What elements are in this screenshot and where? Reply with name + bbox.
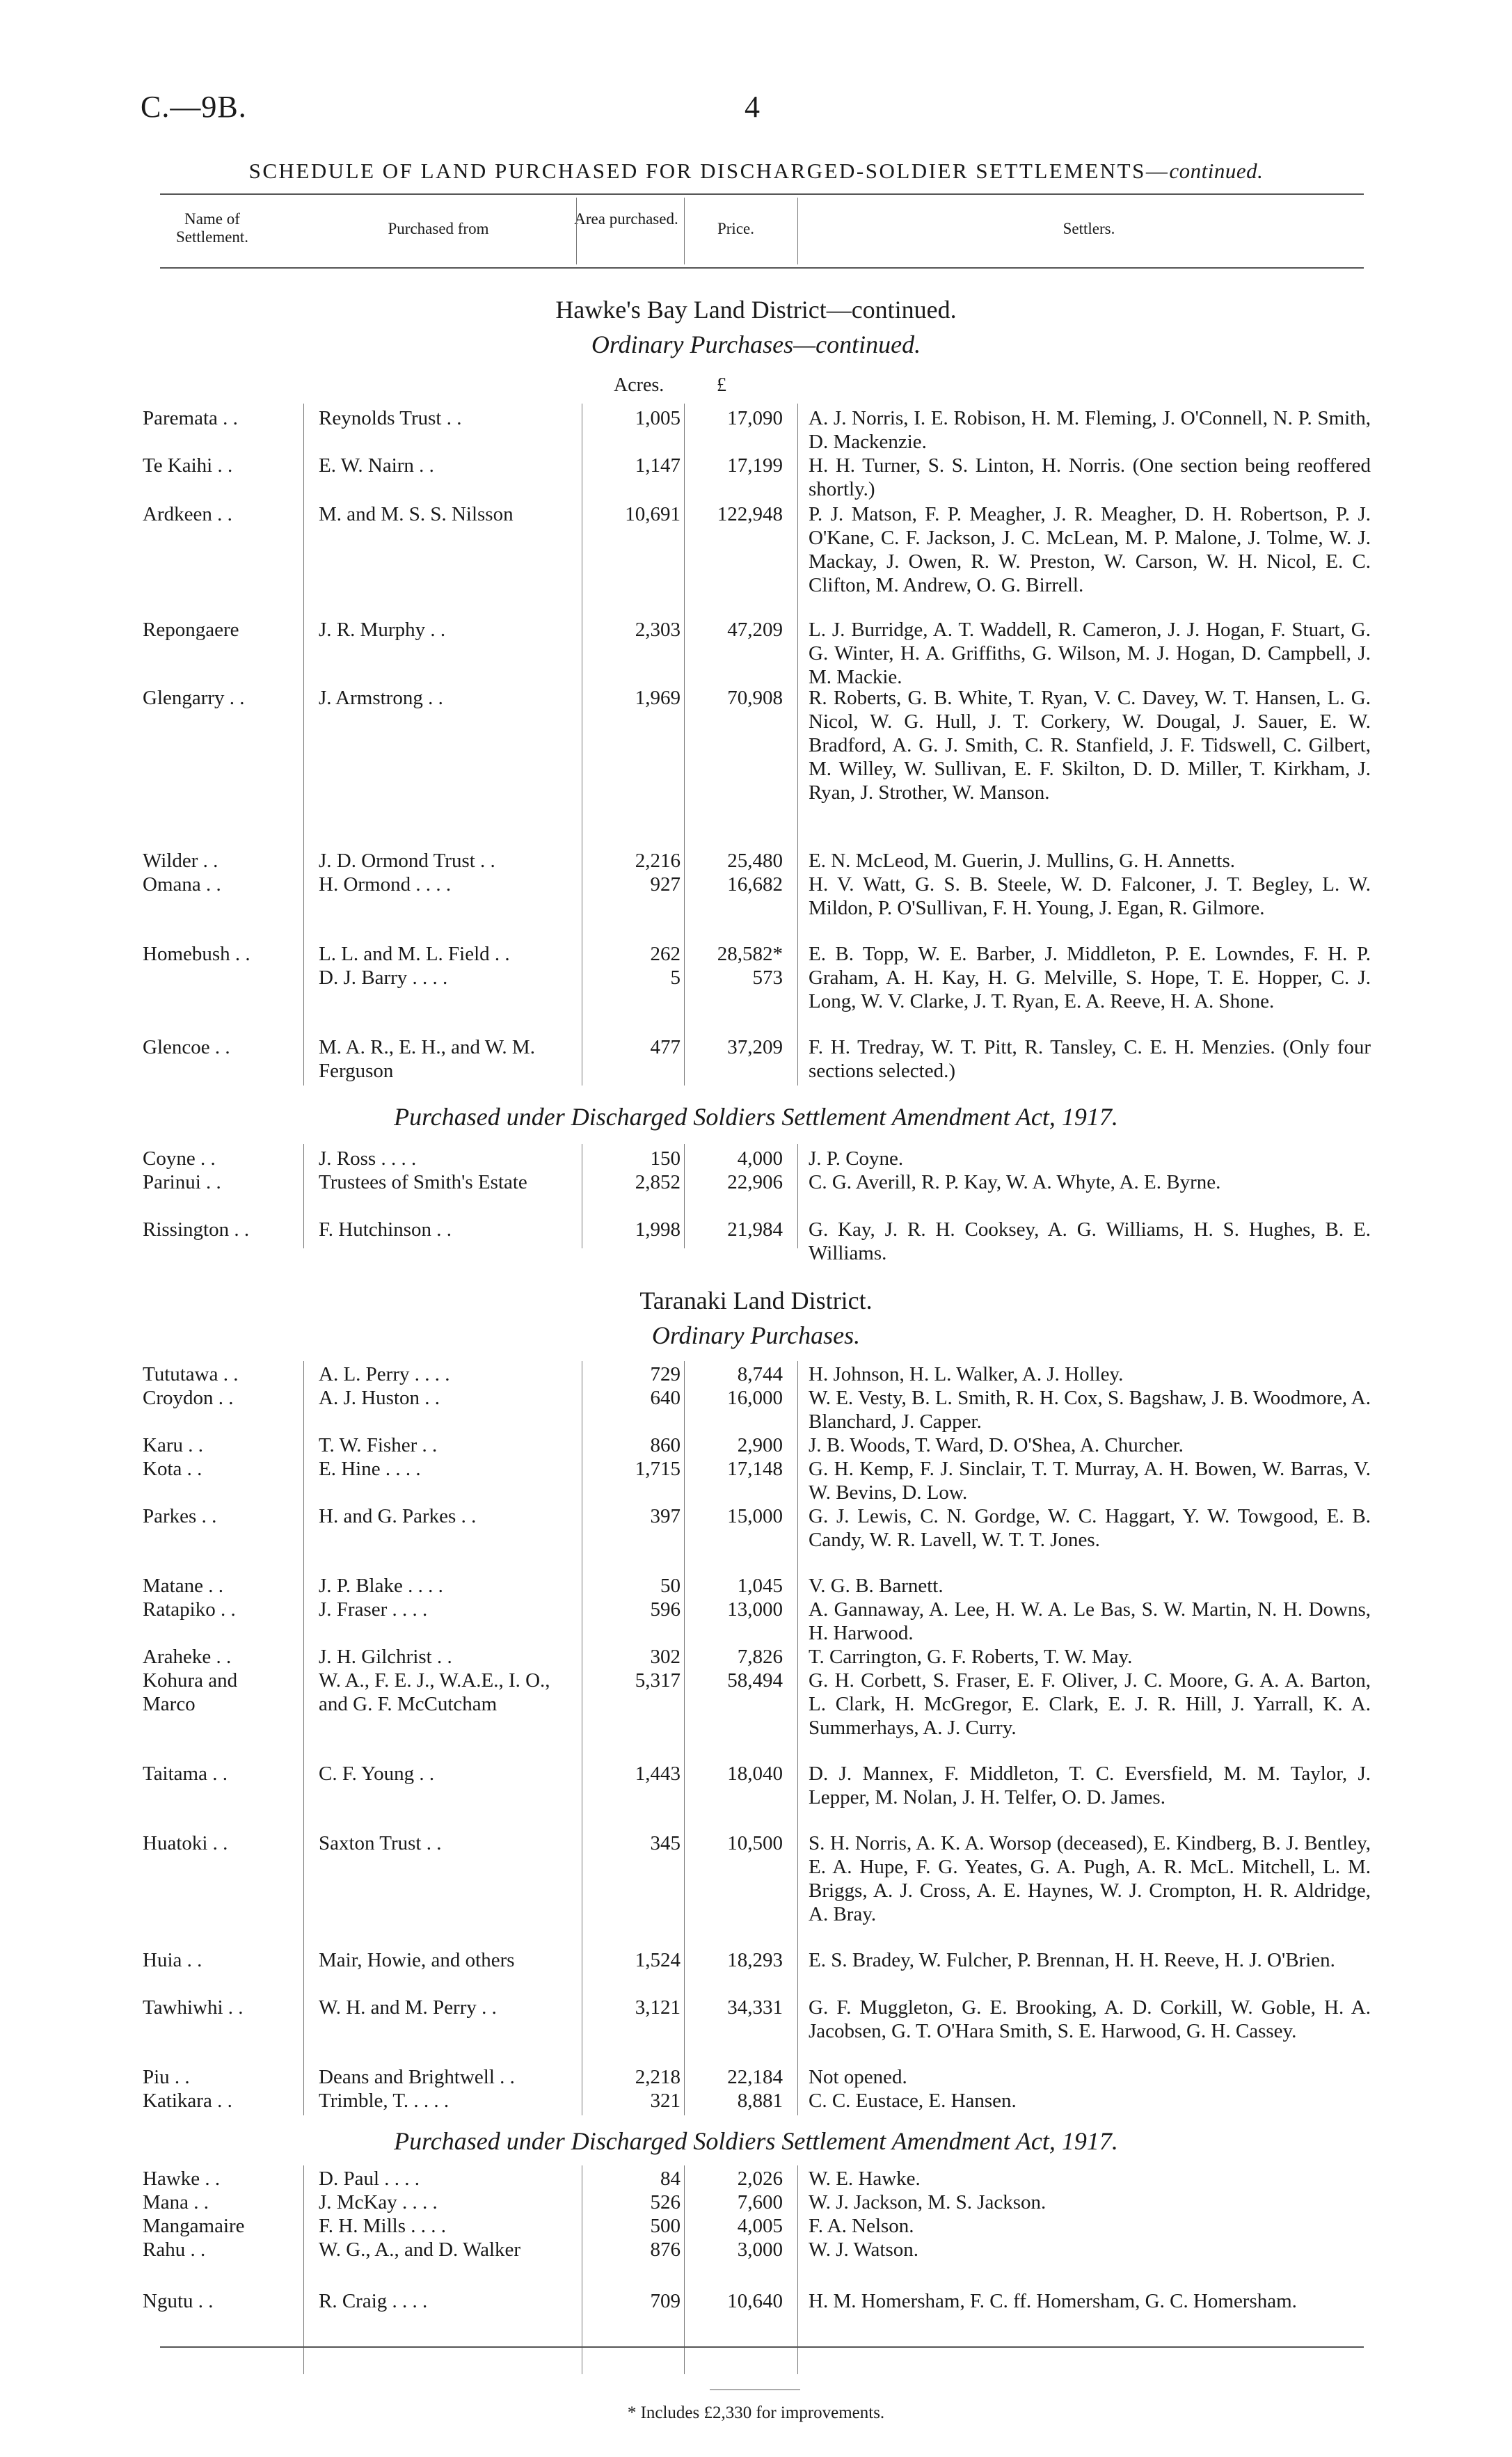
settlers: R. Roberts, G. B. White, T. Ryan, V. C. Davey, W. T. Hansen, L. G. Nicol, W. G. Hull, J. T. Corkery, W. Dougal, J. Sauer, E. W. Bradford, A. G. J. Smith, C. R. Stanfield, J. F. Tidswell, C. Gilbert, M. Willey, W. Sullivan, E. F. Skilton, D. D. Miller, T. Kirkham, J. Ryan, J. Strother, W. Manson. (809, 687, 1371, 804)
area: 876 (650, 2239, 681, 2261)
settlement-name: Wilder . . (143, 850, 218, 872)
area: 302 (650, 1646, 681, 1668)
settlement-name: Taitama . . (143, 1763, 228, 1785)
col-head-area: Area purchased. (574, 210, 678, 228)
price: 17,090 (727, 407, 783, 429)
area: 1,969 (635, 687, 681, 709)
column-divider (684, 2165, 685, 2374)
price-unit: £ (717, 374, 726, 396)
area: 860 (650, 1434, 681, 1456)
settlers: E. B. Topp, W. E. Barber, J. Middleton, P. E. Lowndes, F. H. P. Graham, A. H. Kay, H. G. Melville, S. Hope, T. E. Hopper, C. J. Long, W. V. Clarke, J. T. Ryan, E. A. Reeve, H. A. Shone. (809, 943, 1371, 1012)
settlers: H. Johnson, H. L. Walker, A. J. Holley. (809, 1363, 1124, 1385)
price: 8,744 (737, 1363, 783, 1385)
purchased-from: J. D. Ormond Trust . . (319, 850, 495, 872)
section-subheading: Purchased under Discharged Soldiers Settlement Amendment Act, 1917. (394, 2127, 1118, 2155)
price: 2,026 (737, 2168, 783, 2190)
purchased-from: D. Paul . . . . (319, 2168, 420, 2190)
purchased-from: C. F. Young . . (319, 1763, 435, 1785)
column-divider (684, 404, 685, 1086)
area: 1,443 (635, 1763, 681, 1785)
settlement-name: Parkes . . (143, 1505, 217, 1527)
purchased-from: J. P. Blake . . . . (319, 1575, 443, 1597)
settlers: W. J. Watson. (809, 2239, 918, 2261)
col-head-divider (576, 198, 577, 264)
area: 50 (660, 1575, 681, 1597)
settlement-name: Glengarry . . (143, 687, 245, 709)
column-divider (797, 404, 798, 1086)
price: 34,331 (727, 1996, 783, 2019)
settlers: A. J. Norris, I. E. Robison, H. M. Fleming, J. O'Connell, N. P. Smith, D. Mackenzie. (809, 407, 1371, 453)
purchased-from: J. Ross . . . . (319, 1147, 417, 1170)
column-divider (684, 1361, 685, 2115)
price: 21,984 (727, 1218, 783, 1241)
settlement-name: Huatoki . . (143, 1832, 228, 1854)
settlement-name: Kohura and Marco (143, 1669, 238, 1715)
area: 84 (660, 2168, 681, 2190)
price: 15,000 (727, 1505, 783, 1527)
settlers: T. Carrington, G. F. Roberts, T. W. May. (809, 1646, 1133, 1668)
settlement-name: Homebush . . (143, 943, 250, 965)
column-divider (303, 404, 304, 1086)
purchased-from: T. W. Fisher . . (319, 1434, 438, 1456)
price: 10,640 (727, 2290, 783, 2312)
header-rule-bottom (160, 267, 1364, 269)
purchased-from: W. A., F. E. J., W.A.E., I. O., and G. F. McCutcham (319, 1669, 550, 1715)
settlers: A. Gannaway, A. Lee, H. W. A. Le Bas, S. W. Martin, N. H. Downs, H. Harwood. (809, 1598, 1371, 1644)
purchased-from: Trimble, T. . . . . (319, 2090, 449, 2112)
column-divider (303, 2165, 304, 2374)
price: 2,900 (737, 1434, 783, 1456)
schedule-title (0, 159, 1512, 184)
purchased-from: J. Fraser . . . . (319, 1598, 428, 1621)
settlers: G. H. Corbett, S. Fraser, E. F. Oliver, J. C. Moore, G. A. A. Barton, L. Clark, H. McGregor, E. Clark, E. J. R. Hill, J. Yarrall, K. A. Summerhays, A. J. Curry. (809, 1669, 1371, 1739)
header-rule-top (160, 193, 1364, 195)
settlers: F. A. Nelson. (809, 2215, 914, 2237)
price: 573 (752, 967, 783, 989)
settlers: Not opened. (809, 2066, 907, 2088)
price: 8,881 (737, 2090, 783, 2112)
col-head-divider (684, 198, 685, 264)
col-head-name: Name of Settlement. (175, 210, 249, 246)
document-reference: C.—9B. (141, 90, 247, 124)
area: 640 (650, 1387, 681, 1409)
section-subheading: Purchased under Discharged Soldiers Settlement Amendment Act, 1917. (394, 1103, 1118, 1131)
section-subheading: Ordinary Purchases. (651, 1321, 861, 1349)
settlers: E. N. McLeod, M. Guerin, J. Mullins, G. H. Annetts. (809, 850, 1235, 872)
purchased-from: R. Craig . . . . (319, 2290, 428, 2312)
area: 2,852 (635, 1171, 681, 1193)
price: 7,600 (737, 2191, 783, 2213)
price: 3,000 (737, 2239, 783, 2261)
price: 58,494 (727, 1669, 783, 1692)
page-number: 4 (745, 90, 760, 124)
area: 729 (650, 1363, 681, 1385)
settlement-name: Tututawa . . (143, 1363, 239, 1385)
settlement-name: Piu . . (143, 2066, 190, 2088)
settlement-name: Coyne . . (143, 1147, 216, 1170)
area: 1,524 (635, 1949, 681, 1971)
settlement-name: Karu . . (143, 1434, 203, 1456)
purchased-from: W. G., A., and D. Walker (319, 2239, 521, 2261)
area: 526 (650, 2191, 681, 2213)
purchased-from: W. H. and M. Perry . . (319, 1996, 497, 2019)
area: 3,121 (635, 1996, 681, 2019)
price: 122,948 (717, 503, 783, 525)
title-continued: continued. (1169, 159, 1264, 183)
column-divider (797, 1361, 798, 2115)
area: 709 (650, 2290, 681, 2312)
settlement-name: Repongaere (143, 619, 239, 641)
settlement-name: Hawke . . (143, 2168, 221, 2190)
price: 4,005 (737, 2215, 783, 2237)
settlers: G. Kay, J. R. H. Cooksey, A. G. Williams, H. S. Hughes, B. E. Williams. (809, 1218, 1371, 1264)
settlers: H. V. Watt, G. S. B. Steele, W. D. Falconer, J. T. Begley, L. W. Mildon, P. O'Sullivan, F. H. Young, J. Egan, R. Gilmore. (809, 873, 1371, 919)
area: 150 (650, 1147, 681, 1170)
area: 345 (650, 1832, 681, 1854)
settlement-name: Parinui . . (143, 1171, 221, 1193)
area: 5 (670, 967, 681, 989)
settlement-name: Rissington . . (143, 1218, 250, 1241)
settlement-name: Huia . . (143, 1949, 202, 1971)
settlers: G. H. Kemp, F. J. Sinclair, T. T. Murray, A. H. Bowen, W. Barras, V. W. Bevins, D. Low. (809, 1458, 1371, 1504)
settlement-name: Katikara . . (143, 2090, 232, 2112)
area: 10,691 (625, 503, 681, 525)
settlers: J. P. Coyne. (809, 1147, 904, 1170)
column-divider (303, 1361, 304, 2115)
price: 18,293 (727, 1949, 783, 1971)
area: 1,715 (635, 1458, 681, 1480)
col-head-price: Price. (717, 220, 754, 237)
purchased-from: E. W. Nairn . . (319, 454, 434, 477)
settlers: H. H. Turner, S. S. Linton, H. Norris. (One section being reoffered shortly.) (809, 454, 1371, 500)
purchased-from: D. J. Barry . . . . (319, 967, 448, 989)
price: 37,209 (727, 1036, 783, 1058)
price: 1,045 (737, 1575, 783, 1597)
area: 321 (650, 2090, 681, 2112)
price: 10,500 (727, 1832, 783, 1854)
area: 596 (650, 1598, 681, 1621)
settlement-name: Mana . . (143, 2191, 209, 2213)
price: 25,480 (727, 850, 783, 872)
purchased-from: H. and G. Parkes . . (319, 1505, 477, 1527)
purchased-from: J. McKay . . . . (319, 2191, 438, 2213)
settlers: W. E. Vesty, B. L. Smith, R. H. Cox, S. Bagshaw, J. B. Woodmore, A. Blanchard, J. Capper. (809, 1387, 1371, 1433)
settlement-name: Ratapiko . . (143, 1598, 236, 1621)
column-divider (684, 1144, 685, 1248)
area: 2,216 (635, 850, 681, 872)
purchased-from: E. Hine . . . . (319, 1458, 421, 1480)
price: 22,906 (727, 1171, 783, 1193)
settlers: J. B. Woods, T. Ward, D. O'Shea, A. Churcher. (809, 1434, 1184, 1456)
settlement-name: Omana . . (143, 873, 221, 896)
purchased-from: Reynolds Trust . . (319, 407, 462, 429)
purchased-from: J. Armstrong . . (319, 687, 443, 709)
purchased-from: Mair, Howie, and others (319, 1949, 515, 1971)
col-head-purchased-from: Purchased from (388, 220, 489, 237)
settlers: C. C. Eustace, E. Hansen. (809, 2090, 1017, 2112)
price: 4,000 (737, 1147, 783, 1170)
area: 477 (650, 1036, 681, 1058)
area: 500 (650, 2215, 681, 2237)
settlement-name: Croydon . . (143, 1387, 234, 1409)
purchased-from: Saxton Trust . . (319, 1832, 442, 1854)
settlers: W. E. Hawke. (809, 2168, 921, 2190)
area: 2,303 (635, 619, 681, 641)
settlement-name: Matane . . (143, 1575, 223, 1597)
settlers: F. H. Tredray, W. T. Pitt, R. Tansley, C. E. H. Menzies. (Only four sections selected.) (809, 1036, 1371, 1082)
price: 17,199 (727, 454, 783, 477)
purchased-from: Deans and Brightwell . . (319, 2066, 515, 2088)
price: 13,000 (727, 1598, 783, 1621)
price: 16,682 (727, 873, 783, 896)
settlers: D. J. Mannex, F. Middleton, T. C. Eversfield, M. M. Taylor, J. Lepper, M. Nolan, J. H. Telfer, O. D. James. (809, 1763, 1371, 1808)
settlers: W. J. Jackson, M. S. Jackson. (809, 2191, 1047, 2213)
purchased-from: F. H. Mills . . . . (319, 2215, 446, 2237)
purchased-from: M. and M. S. S. Nilsson (319, 503, 514, 525)
settlement-name: Te Kaihi . . (143, 454, 233, 477)
section-subheading: Ordinary Purchases—continued. (591, 331, 921, 358)
settlement-name: Ngutu . . (143, 2290, 214, 2312)
price: 18,040 (727, 1763, 783, 1785)
price: 7,826 (737, 1646, 783, 1668)
settlement-name: Glencoe . . (143, 1036, 230, 1058)
purchased-from: A. J. Huston . . (319, 1387, 440, 1409)
area: 1,998 (635, 1218, 681, 1241)
area: 1,005 (635, 407, 681, 429)
settlers: G. J. Lewis, C. N. Gordge, W. C. Haggart, Y. W. Towgood, E. B. Candy, W. R. Lavell, W. T. T. Jones. (809, 1505, 1371, 1551)
settlers: L. J. Burridge, A. T. Waddell, R. Cameron, J. J. Hogan, F. Stuart, G. G. Winter, H. A. Griffiths, G. Wilson, M. J. Hogan, D. Campbell, J. M. Mackie. (809, 619, 1371, 688)
area: 2,218 (635, 2066, 681, 2088)
column-divider (303, 1144, 304, 1248)
purchased-from: L. L. and M. L. Field . . (319, 943, 510, 965)
area: 927 (650, 873, 681, 896)
table-bottom-rule (160, 2346, 1364, 2348)
settlement-name: Mangamaire (143, 2215, 245, 2237)
purchased-from: J. R. Murphy . . (319, 619, 446, 641)
column-divider (797, 1144, 798, 1248)
footnote: * Includes £2,330 for improvements. (627, 2403, 885, 2422)
settlers: V. G. B. Barnett. (809, 1575, 944, 1597)
settlers: P. J. Matson, F. P. Meagher, J. R. Meagher, D. H. Robertson, P. J. O'Kane, C. F. Jackson, J. C. McLean, M. P. Malone, J. Tolme, W. J. Mackay, J. Owen, R. W. Preston, W. Carson, W. H. Nicol, E. C. Clifton, M. Andrew, O. G. Birrell. (809, 503, 1371, 596)
col-head-divider (797, 198, 798, 264)
price: 17,148 (727, 1458, 783, 1480)
settlement-name: Ardkeen . . (143, 503, 232, 525)
purchased-from: H. Ormond . . . . (319, 873, 452, 896)
settlement-name: Araheke . . (143, 1646, 232, 1668)
purchased-from: F. Hutchinson . . (319, 1218, 452, 1241)
area: 397 (650, 1505, 681, 1527)
settlers: G. F. Muggleton, G. E. Brooking, A. D. Corkill, W. Goble, H. A. Jacobsen, G. T. O'Hara Smith, S. E. Harwood, G. H. Cassey. (809, 1996, 1371, 2042)
col-head-settlers: Settlers. (1063, 220, 1115, 237)
settlement-name: Rahu . . (143, 2239, 206, 2261)
settlers: C. G. Averill, R. P. Kay, W. A. Whyte, A. E. Byrne. (809, 1171, 1221, 1193)
purchased-from: A. L. Perry . . . . (319, 1363, 450, 1385)
price: 28,582* (717, 943, 783, 965)
area: 5,317 (635, 1669, 681, 1692)
area: 262 (650, 943, 681, 965)
settlement-name: Kota . . (143, 1458, 202, 1480)
area: 1,147 (635, 454, 681, 477)
settlers: S. H. Norris, A. K. A. Worsop (deceased), E. Kindberg, B. J. Bentley, E. A. Hupe, F. G. Yeates, G. A. Pugh, A. R. McL. Mitchell, L. M. Briggs, A. J. Cross, A. E. Haynes, W. J. Crompton, H. R. Aldridge, A. Bray. (809, 1832, 1371, 1925)
price: 47,209 (727, 619, 783, 641)
area-unit: Acres. (614, 374, 665, 396)
settlers: H. M. Homersham, F. C. ff. Homersham, G. C. Homersham. (809, 2290, 1297, 2312)
column-divider (797, 2165, 798, 2374)
price: 22,184 (727, 2066, 783, 2088)
settlers: E. S. Bradey, W. Fulcher, P. Brennan, H. H. Reeve, H. J. O'Brien. (809, 1949, 1335, 1971)
section-heading-hawkes-bay: Hawke's Bay Land District—continued. (555, 296, 957, 324)
purchased-from: M. A. R., E. H., and W. M. Ferguson (319, 1036, 535, 1082)
price: 16,000 (727, 1387, 783, 1409)
section-heading-taranaki: Taranaki Land District. (639, 1287, 873, 1314)
purchased-from: Trustees of Smith's Estate (319, 1171, 527, 1193)
purchased-from: J. H. Gilchrist . . (319, 1646, 452, 1668)
title-main: SCHEDULE OF LAND PURCHASED FOR DISCHARGED-SOLDIER SETTLEMENTS— (248, 159, 1170, 183)
price: 70,908 (727, 687, 783, 709)
settlement-name: Tawhiwhi . . (143, 1996, 244, 2019)
settlement-name: Paremata . . (143, 407, 238, 429)
